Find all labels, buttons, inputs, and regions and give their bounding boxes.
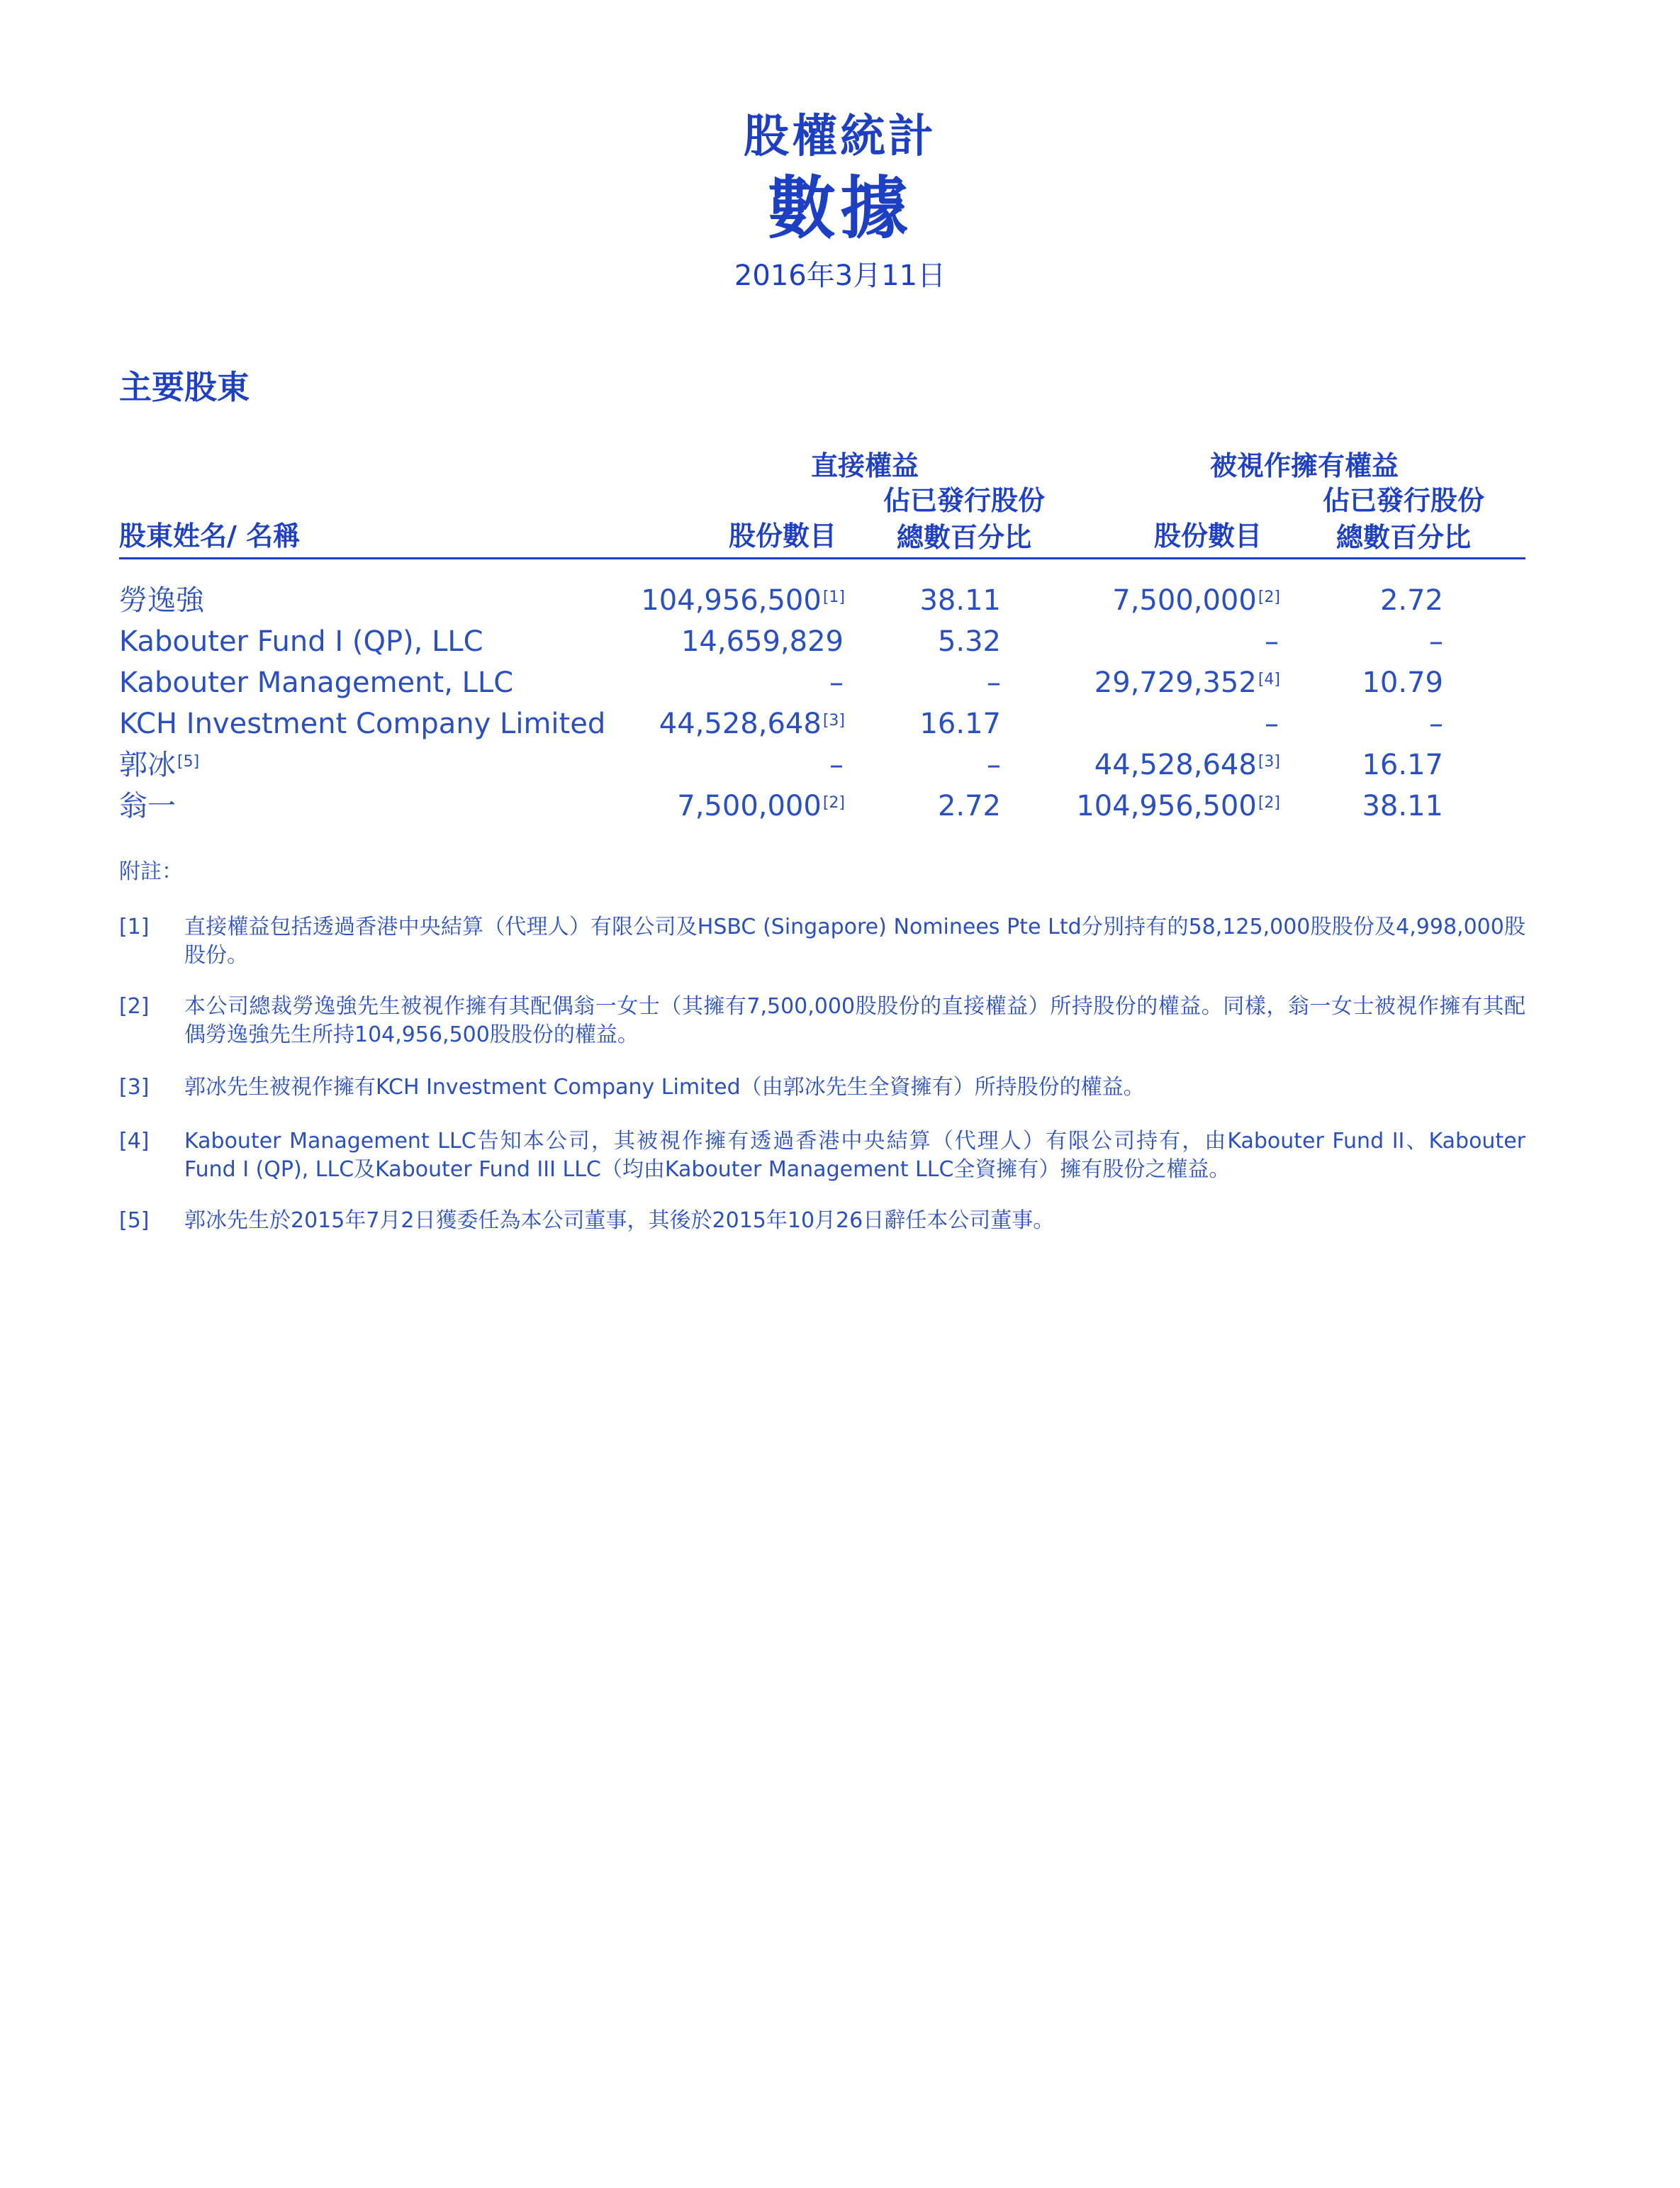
deemed-shares bbox=[1094, 744, 1280, 786]
footnote-text: Kabouter Management LLC告知本公司，其被視作擁有透過香港中央結算（代理人）有限公司持有，由Kabouter Fund II、Kabouter Fund I (QP), LLC及Kabouter Fund III LLC（均由Kabouter Management LLC全資擁有）擁有股份之權益。 bbox=[184, 1129, 1525, 1182]
direct-shares-footnote-ref: [2] bbox=[822, 794, 845, 812]
direct-shares-value: 14,659,829 bbox=[681, 625, 844, 658]
deemed-shares-footnote-ref: [4] bbox=[1258, 671, 1280, 688]
direct-percentage bbox=[938, 786, 1001, 827]
shareholder-name-value: KCH Investment Company Limited bbox=[119, 708, 606, 740]
direct-shares bbox=[677, 786, 845, 827]
direct-shares-value: – bbox=[829, 749, 844, 781]
deemed-shares-footnote-ref: [3] bbox=[1258, 753, 1280, 771]
direct-shares bbox=[829, 744, 845, 786]
shareholder-name bbox=[119, 662, 515, 703]
deemed-percentage bbox=[1362, 662, 1443, 703]
deemed-percentage-value: 2.72 bbox=[1379, 584, 1443, 617]
footnote-text: 本公司總裁勞逸強先生被視作擁有其配偶翁一女士（其擁有7,500,000股股份的直接權益）所持股份的權益。同樣，翁一女士被視作擁有其配偶勞逸強先生所持104,956,500股股份的權益。 bbox=[184, 994, 1525, 1047]
footnote-text: 直接權益包括透過香港中央結算（代理人）有限公司及HSBC (Singapore) Nominees Pte Ltd分別持有的58,125,000股股份及4,998,000股股份。 bbox=[184, 915, 1525, 968]
deemed-shares-footnote-ref: [2] bbox=[1258, 794, 1280, 812]
notes-label: 附註： bbox=[119, 859, 183, 884]
footnote-text: 郭冰先生於2015年7月2日獲委任為本公司董事，其後於2015年10月26日辭任本公司董事。 bbox=[184, 1208, 1055, 1233]
footnote-number: [4] bbox=[119, 1129, 150, 1154]
shareholder-name bbox=[119, 786, 177, 827]
shareholder-name bbox=[119, 744, 199, 786]
deemed-percentage-value: – bbox=[1429, 708, 1443, 740]
shareholder-name-value: 郭冰 bbox=[119, 749, 176, 781]
deemed-shares-value: 104,956,500 bbox=[1076, 790, 1257, 822]
footnote-number: [2] bbox=[119, 994, 150, 1019]
direct-shares bbox=[641, 580, 845, 621]
column-header-deemed-pct-line1: 佔已發行股份 bbox=[1322, 485, 1484, 516]
direct-shares bbox=[659, 703, 845, 744]
direct-percentage bbox=[938, 621, 1001, 662]
column-header-direct-pct-line2: 總數百分比 bbox=[896, 522, 1031, 553]
deemed-percentage-value: 10.79 bbox=[1362, 666, 1443, 699]
shareholder-name bbox=[119, 703, 607, 744]
footnote-text: 郭冰先生被視作擁有KCH Investment Company Limited（由郭冰先生全資擁有）所持股份的權益。 bbox=[184, 1075, 1145, 1100]
direct-percentage bbox=[987, 662, 1001, 703]
column-header-deemed-shares: 股份數目 bbox=[1153, 520, 1262, 552]
direct-percentage-value: 16.17 bbox=[919, 708, 1001, 740]
table-row bbox=[119, 786, 1525, 827]
title-line-2: 數據 bbox=[768, 169, 912, 248]
table-row bbox=[119, 703, 1525, 744]
deemed-percentage bbox=[1429, 621, 1443, 662]
deemed-percentage bbox=[1362, 744, 1443, 786]
deemed-shares bbox=[1265, 703, 1280, 744]
deemed-percentage bbox=[1429, 703, 1443, 744]
footnote-number: [3] bbox=[119, 1075, 150, 1100]
direct-percentage bbox=[987, 744, 1001, 786]
table-row bbox=[119, 744, 1525, 786]
direct-shares-footnote-ref: [3] bbox=[822, 712, 845, 730]
deemed-shares bbox=[1265, 621, 1280, 662]
direct-shares bbox=[681, 621, 845, 662]
direct-shares bbox=[829, 662, 845, 703]
deemed-shares-value: 7,500,000 bbox=[1112, 584, 1257, 617]
footnote-number: [5] bbox=[119, 1208, 150, 1233]
shareholder-name-value: 勞逸強 bbox=[119, 584, 204, 617]
shareholder-name-footnote-ref: [5] bbox=[177, 753, 200, 771]
deemed-percentage bbox=[1380, 580, 1443, 621]
deemed-shares-footnote-ref: [2] bbox=[1258, 588, 1280, 606]
shareholder-name-value: Kabouter Management, LLC bbox=[119, 666, 514, 699]
deemed-shares-value: 29,729,352 bbox=[1094, 666, 1257, 699]
column-header-deemed-pct bbox=[1297, 482, 1510, 556]
section-title: 主要股東 bbox=[119, 368, 250, 406]
deemed-percentage bbox=[1362, 786, 1443, 827]
direct-percentage bbox=[919, 580, 1001, 621]
column-header-direct-shares: 股份數目 bbox=[728, 520, 836, 552]
header-divider bbox=[119, 557, 1525, 559]
direct-shares-value: 7,500,000 bbox=[677, 790, 822, 822]
column-header-deemed-pct-line2: 總數百分比 bbox=[1335, 522, 1471, 553]
title-line-1: 股權統計 bbox=[744, 111, 936, 163]
direct-percentage-value: 38.11 bbox=[919, 584, 1001, 617]
footnote-number: [1] bbox=[119, 915, 150, 939]
direct-shares-value: 104,956,500 bbox=[641, 584, 822, 617]
deemed-percentage-value: – bbox=[1429, 625, 1443, 658]
shareholder-name bbox=[119, 580, 206, 621]
column-header-direct-pct-line1: 佔已發行股份 bbox=[883, 485, 1045, 516]
group-header-deemed: 被視作擁有權益 bbox=[1209, 450, 1399, 481]
deemed-shares bbox=[1094, 662, 1280, 703]
report-date: 2016年3月11日 bbox=[734, 259, 946, 292]
deemed-percentage-value: 38.11 bbox=[1362, 790, 1443, 822]
deemed-shares-value: – bbox=[1265, 625, 1279, 658]
deemed-shares-value: – bbox=[1265, 708, 1279, 740]
shareholder-name-value: 翁一 bbox=[119, 790, 176, 822]
table-row bbox=[119, 662, 1525, 703]
table-row bbox=[119, 621, 1525, 662]
deemed-shares bbox=[1076, 786, 1280, 827]
deemed-shares bbox=[1112, 580, 1280, 621]
column-header-direct-pct bbox=[858, 482, 1070, 556]
direct-shares-footnote-ref: [1] bbox=[822, 588, 845, 606]
deemed-shares-value: 44,528,648 bbox=[1094, 749, 1257, 781]
deemed-percentage-value: 16.17 bbox=[1362, 749, 1443, 781]
group-header-direct: 直接權益 bbox=[810, 450, 919, 481]
direct-percentage-value: 2.72 bbox=[937, 790, 1001, 822]
direct-percentage bbox=[919, 703, 1001, 744]
direct-percentage-value: – bbox=[987, 749, 1001, 781]
direct-percentage-value: 5.32 bbox=[937, 625, 1001, 658]
column-header-name: 股東姓名/ 名稱 bbox=[119, 520, 301, 552]
direct-percentage-value: – bbox=[987, 666, 1001, 699]
table-row bbox=[119, 580, 1525, 621]
report-title bbox=[0, 106, 1680, 301]
direct-shares-value: 44,528,648 bbox=[659, 708, 822, 740]
direct-shares-value: – bbox=[829, 666, 844, 699]
shareholder-name bbox=[119, 621, 485, 662]
shareholder-name-value: Kabouter Fund I (QP), LLC bbox=[119, 625, 483, 658]
